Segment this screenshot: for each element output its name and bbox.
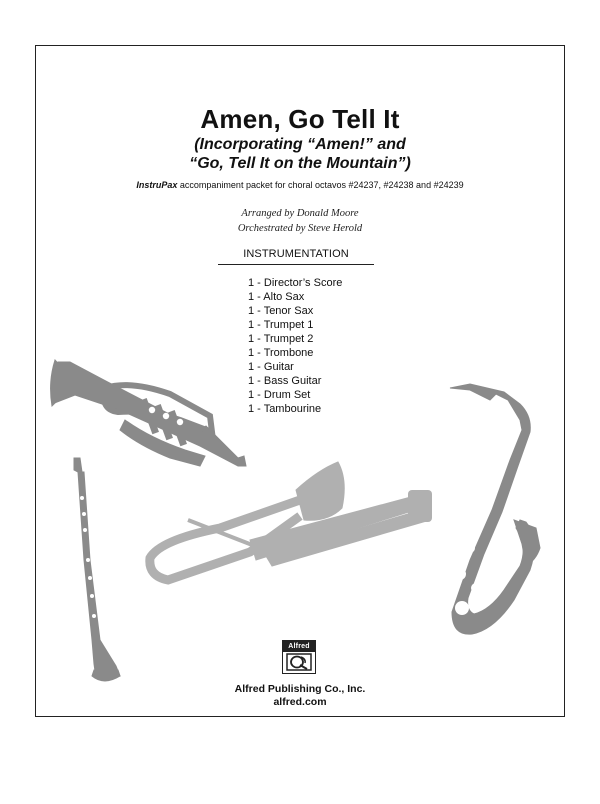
subtitle-line-2: “Go, Tell It on the Mountain”) (189, 155, 411, 172)
instrument-item: 1 - Trombone (248, 347, 314, 359)
instrument-item: 1 - Bass Guitar (248, 375, 322, 387)
instrument-item: 1 - Trumpet 2 (248, 333, 314, 345)
logo-mark-icon (286, 653, 312, 671)
packet-text: accompaniment packet for choral octavos #24237, #24238 and #24239 (177, 180, 464, 190)
arranger-credit: Arranged by Donald Moore (241, 208, 359, 219)
publisher-name: Alfred Publishing Co., Inc. (234, 683, 366, 695)
page-title: Amen, Go Tell It (200, 104, 400, 134)
instrument-item: 1 - Alto Sax (248, 291, 305, 303)
instrument-item: 1 - Director’s Score (248, 277, 343, 289)
instrument-item: 1 - Tenor Sax (248, 305, 314, 317)
instrumentation-heading: INSTRUMENTATION (243, 248, 349, 260)
instrument-item: 1 - Guitar (248, 361, 294, 373)
logo-text: Alfred (283, 641, 315, 652)
subtitle-line-1: (Incorporating “Amen!” and (194, 136, 406, 153)
trumpet-icon (51, 360, 246, 466)
alfred-logo-icon (282, 640, 316, 674)
saxophone-icon (450, 384, 540, 634)
publisher-website[interactable]: alfred.com (273, 696, 327, 708)
clarinet-icon (74, 458, 120, 681)
instrument-item: 1 - Tambourine (248, 403, 322, 415)
orchestrator-credit: Orchestrated by Steve Herold (237, 223, 363, 234)
instrument-item: 1 - Trumpet 1 (248, 319, 314, 331)
packet-brand: InstruPax (136, 180, 178, 190)
instrument-item: 1 - Drum Set (248, 389, 311, 401)
trombone-icon (150, 462, 432, 580)
